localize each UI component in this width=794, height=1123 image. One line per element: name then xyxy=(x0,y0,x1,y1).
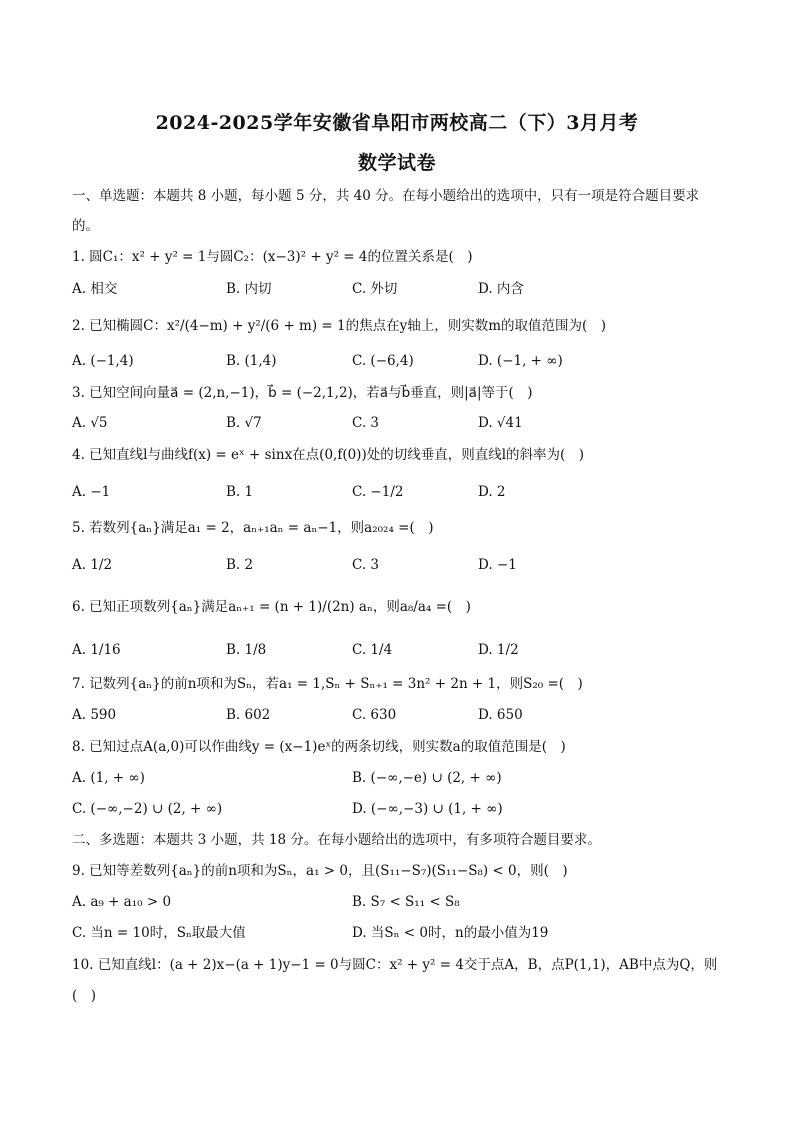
q1-option-c: C. 外切 xyxy=(352,281,398,297)
q9-option-a: A. a₉ + a₁₀ > 0 xyxy=(72,894,172,910)
q7-option-a: A. 590 xyxy=(72,707,117,723)
q9-option-d: D. 当Sₙ < 0时，n的最小值为19 xyxy=(352,925,549,941)
q4-option-d: D. 2 xyxy=(478,484,506,500)
question-7-stem: 7. 记数列{aₙ}的前n项和为Sₙ，若a₁ = 1,Sₙ + Sₙ₊₁ = 3n² + 2n + 1，则S₂₀ =( ) xyxy=(72,676,583,692)
q4-option-c: C. −1/2 xyxy=(352,484,404,500)
q8-option-c: C. (−∞,−2) ∪ (2, + ∞) xyxy=(72,801,223,817)
question-3-stem: 3. 已知空间向量a⃗ = (2,n,−1)，b⃗ = (−2,1,2)，若a⃗与b⃗垂直，则|a⃗|等于( ) xyxy=(72,385,533,401)
question-2-stem: 2. 已知椭圆C：x²/(4−m) + y²/(6 + m) = 1的焦点在y轴上，则实数m的取值范围为( ) xyxy=(72,318,607,334)
q6-option-b: B. 1/8 xyxy=(226,642,267,658)
q2-option-c: C. (−6,4) xyxy=(352,353,414,369)
q9-option-b: B. S₇ < S₁₁ < S₈ xyxy=(352,894,460,910)
q5-option-b: B. 2 xyxy=(226,557,254,573)
q7-option-d: D. 650 xyxy=(478,707,523,723)
q4-option-a: A. −1 xyxy=(72,484,111,500)
q7-option-c: C. 630 xyxy=(352,707,397,723)
q8-option-b: B. (−∞,−e) ∪ (2, + ∞) xyxy=(352,770,502,786)
section-1-heading: 一、单选题：本题共 8 小题，每小题 5 分，共 40 分。在每小题给出的选项中，只有一项是符合题目要求 xyxy=(72,188,700,204)
q9-option-c: C. 当n = 10时，Sₙ取最大值 xyxy=(72,925,246,941)
exam-subtitle: 数学试卷 xyxy=(357,152,436,174)
q1-option-b: B. 内切 xyxy=(226,281,272,297)
q5-option-d: D. −1 xyxy=(478,557,517,573)
question-10-stem-cont: ( ) xyxy=(72,988,97,1004)
q7-option-b: B. 602 xyxy=(226,707,271,723)
section-2-heading: 二、多选题：本题共 3 小题，共 18 分。在每小题给出的选项中，有多项符合题目要求。 xyxy=(72,832,601,848)
q4-option-b: B. 1 xyxy=(226,484,254,500)
q6-option-d: D. 1/2 xyxy=(478,642,519,658)
q8-option-a: A. (1, + ∞) xyxy=(72,770,145,786)
q1-option-d: D. 内含 xyxy=(478,281,524,297)
question-5-stem: 5. 若数列{aₙ}满足a₁ = 2，aₙ₊₁aₙ = aₙ−1，则a₂₀₂₄ =( ) xyxy=(72,520,434,536)
q8-option-d: D. (−∞,−3) ∪ (1, + ∞) xyxy=(352,801,503,817)
q3-option-a: A. √5 xyxy=(72,415,108,431)
q6-option-a: A. 1/16 xyxy=(72,642,121,658)
q3-option-c: C. 3 xyxy=(352,415,380,431)
q3-option-d: D. √41 xyxy=(478,415,523,431)
q2-option-d: D. (−1, + ∞) xyxy=(478,353,563,369)
q5-option-c: C. 3 xyxy=(352,557,380,573)
section-1-heading-cont: 的。 xyxy=(72,218,99,234)
q2-option-b: B. (1,4) xyxy=(226,353,277,369)
question-10-stem: 10. 已知直线l：(a + 2)x−(a + 1)y−1 = 0与圆C：x² + y² = 4交于点A，B，点P(1,1)，AB中点为Q，则 xyxy=(72,957,718,973)
q6-option-c: C. 1/4 xyxy=(352,642,393,658)
question-9-stem: 9. 已知等差数列{aₙ}的前n项和为Sₙ，a₁ > 0，且(S₁₁−S₇)(S₁₁−S₈) < 0，则( ) xyxy=(72,863,568,879)
question-4-stem: 4. 已知直线l与曲线f(x) = eˣ + sinx在点(0,f(0))处的切线垂直，则直线l的斜率为( ) xyxy=(72,447,585,463)
question-1-stem: 1. 圆C₁：x² + y² = 1与圆C₂：(x−3)² + y² = 4的位置关系是( ) xyxy=(72,249,473,265)
question-8-stem: 8. 已知过点A(a,0)可以作曲线y = (x−1)eˣ的两条切线，则实数a的取值范围是( ) xyxy=(72,739,566,755)
q1-option-a: A. 相交 xyxy=(72,281,118,297)
q5-option-a: A. 1/2 xyxy=(72,557,113,573)
exam-title: 2024-2025学年安徽省阜阳市两校高二（下）3月月考 xyxy=(155,112,639,134)
q2-option-a: A. (−1,4) xyxy=(72,353,134,369)
q3-option-b: B. √7 xyxy=(226,415,262,431)
question-6-stem: 6. 已知正项数列{aₙ}满足aₙ₊₁ = (n + 1)/(2n) aₙ，则a₈/a₄ =( ) xyxy=(72,599,471,615)
